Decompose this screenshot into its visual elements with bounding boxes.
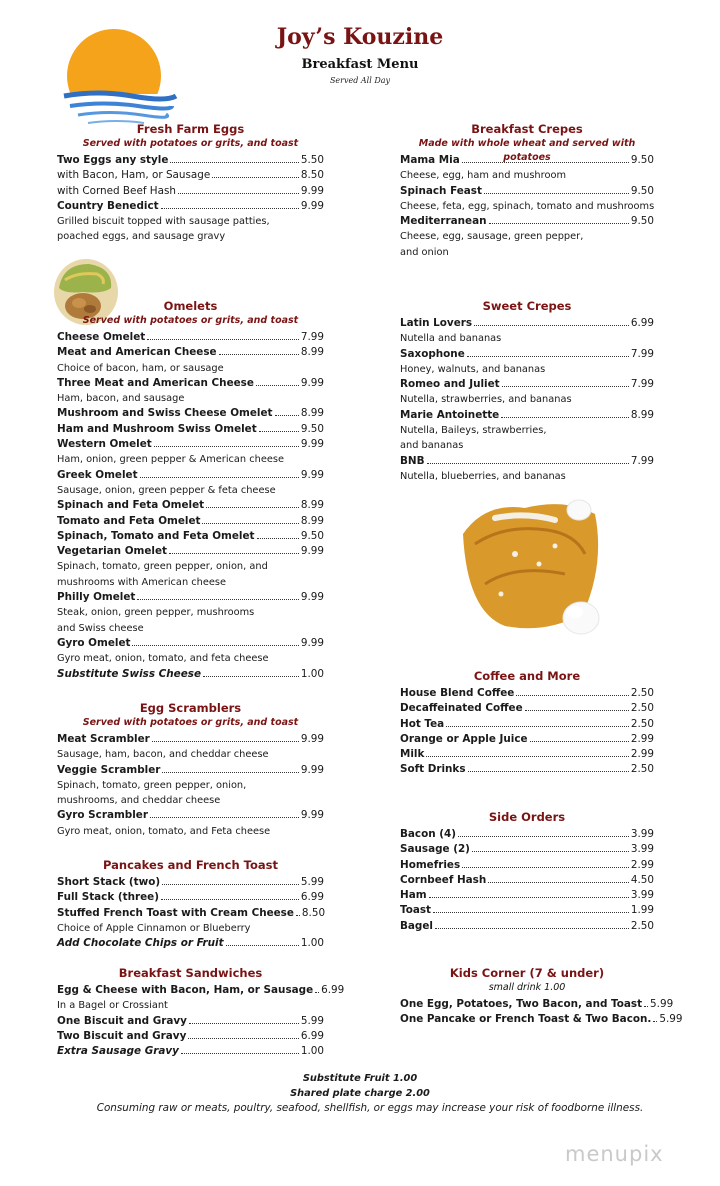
item-price: 9.99 [300,636,324,649]
section-egg-scramblers [57,701,324,839]
dot-leader [474,316,629,326]
item-price: 5.50 [300,154,324,166]
item-price: 5.99 [300,876,324,888]
dot-leader [219,345,299,355]
dot-leader [315,983,319,993]
item-price: 8.99 [300,514,324,527]
dot-leader [161,890,299,900]
section-title: Coffee and More [473,669,581,683]
item-price: 6.99 [300,1029,324,1042]
menu-item [400,717,654,732]
item-name: One Egg, Potatoes, Two Bacon, and Toast [400,998,643,1010]
menu-item [400,377,654,392]
item-price: 9.50 [630,154,654,166]
menu-item [57,906,324,921]
dot-leader [152,732,299,742]
item-price: 9.99 [300,763,324,776]
item-name: Substitute Swiss Cheese [57,667,202,680]
dot-leader [132,636,298,646]
item-description: and Swiss cheese [57,622,144,634]
dot-leader [467,347,629,357]
dot-leader [256,376,299,386]
item-price: 7.99 [630,454,654,467]
menu-item [400,903,654,918]
dot-leader [525,701,629,711]
menu-item [400,184,654,199]
item-description: and bananas [400,440,464,452]
item-name: Spinach and Feta Omelet [57,499,205,512]
section-pancakes [57,858,324,951]
item-description: Cheese, feta, egg, spinach, tomato and mushrooms [400,200,655,212]
item-name: Add Chocolate Chips or Fruit [57,937,224,950]
item-name: Saxophone [400,347,465,360]
item-description: Nutella and bananas [400,333,502,345]
item-name: Hot Tea [400,717,445,730]
menu-item [400,686,654,701]
menu-item [57,529,324,544]
item-price: 4.50 [630,873,654,886]
dot-leader [189,1014,299,1024]
menu-item [57,345,324,360]
menu-item [57,376,324,391]
item-name: Gyro Scrambler [57,809,148,822]
menu-item [57,1044,324,1059]
dot-leader [162,875,299,885]
item-price: 9.99 [300,438,324,451]
item-name: Gyro Omelet [57,636,131,649]
item-name: Meat Scrambler [57,733,150,745]
dot-leader [653,1012,657,1022]
item-description: Sausage, onion, green pepper & feta cheese [57,484,276,496]
section-breakfast-sandwiches [57,966,345,1059]
item-price: 9.99 [300,376,324,389]
item-description: Ham, onion, green pepper & American cheese [57,454,285,466]
menu-item [400,316,654,331]
section-title: Breakfast Crepes [471,122,583,136]
item-description: Sausage, ham, bacon, and cheddar cheese [57,749,269,761]
item-name: Milk [400,748,425,761]
item-description: Steak, onion, green pepper, mushrooms [57,607,255,619]
menu-item [400,997,674,1012]
item-name: Romeo and Juliet [400,378,500,391]
item-description: Gyro meat, onion, tomato, and feta cheese [57,653,269,665]
menu-item [57,732,324,747]
item-description: Gyro meat, onion, tomato, and Feta cheese [57,825,271,837]
dot-leader [296,906,300,916]
footer-shared-plate: Shared plate charge 2.00 [290,1088,430,1099]
item-price: 2.99 [630,858,654,871]
section-title: Pancakes and French Toast [103,858,278,872]
watermark: menupix [565,1142,664,1166]
item-description: poached eggs, and sausage gravy [57,231,226,243]
item-price: 8.99 [300,407,324,420]
item-price: 1.00 [300,1045,324,1058]
section-side-orders [400,810,654,934]
item-price: 9.99 [300,733,324,745]
menu-item [57,636,324,651]
menu-subtitle: Breakfast Menu [301,57,419,72]
menu-item [57,437,324,452]
dot-leader [162,763,298,773]
item-name: Decaffeinated Coffee [400,702,523,715]
footer-substitute-fruit: Substitute Fruit 1.00 [302,1073,418,1084]
item-description: Cheese, egg, ham and mushroom [400,170,566,182]
dot-leader [206,498,299,508]
item-name: One Biscuit and Gravy [57,1014,187,1027]
item-name: Two Eggs any style [57,154,169,166]
section-note: Served with potatoes or grits, and toast [82,717,299,728]
item-name: Mama Mia [400,154,460,166]
item-price: 3.99 [630,828,654,840]
dot-leader [178,184,299,194]
dot-leader [188,1029,299,1039]
section-title: Egg Scramblers [139,701,242,715]
menu-item [400,842,654,857]
item-name: Full Stack (three) [57,891,159,904]
section-kids-corner [400,966,683,1028]
section-title: Side Orders [488,810,566,824]
item-name: Sausage (2) [400,843,470,856]
item-description: Honey, walnuts, and bananas [400,363,546,375]
item-name: Bacon (4) [400,828,456,840]
item-price: 1.99 [630,904,654,917]
menu-item [57,808,324,823]
item-name: Mediterranean [400,215,487,228]
menu-item [400,827,654,842]
dot-leader [501,408,629,418]
item-name: Vegetarian Omelet [57,545,167,558]
item-description: Choice of bacon, ham, or sausage [57,362,224,374]
menu-item [57,875,324,890]
menu-item [57,544,324,559]
item-price: 1.00 [300,937,324,950]
dot-leader [427,454,629,464]
item-description: Nutella, Baileys, strawberries, [400,425,547,437]
menu-item [57,936,324,951]
menu-item [400,888,654,903]
item-price: 9.99 [300,468,324,481]
menu-item [57,667,324,682]
dot-leader [502,377,629,387]
dot-leader [154,437,299,447]
dot-leader [169,544,299,554]
dot-leader [161,199,299,209]
item-description: Spinach, tomato, green pepper, onion, [57,779,247,791]
item-name: Extra Sausage Gravy [57,1045,179,1058]
section-fresh-farm-eggs [57,122,324,245]
item-name: Marie Antoinette [400,408,500,421]
item-description: Spinach, tomato, green pepper, onion, and [57,561,268,573]
item-price: 9.99 [300,809,324,822]
item-name: Latin Lovers [400,317,473,329]
item-price: 2.50 [630,687,654,699]
dot-leader [147,330,299,340]
item-price: 8.50 [301,906,326,919]
menu-item [57,590,324,605]
item-price: 8.99 [300,499,324,512]
item-name: with Corned Beef Hash [57,184,176,197]
item-price: 9.99 [300,184,324,197]
dot-leader [484,184,629,194]
item-name: Egg & Cheese with Bacon, Ham, or Sausage [57,984,314,996]
item-price: 5.99 [300,1014,324,1027]
item-price: 8.50 [300,169,324,182]
item-name: Short Stack (two) [57,876,161,888]
item-price: 9.99 [300,591,324,604]
item-price: 6.99 [630,317,654,329]
menu-item [400,1012,683,1027]
item-name: with Bacon, Ham, or Sausage [57,169,211,182]
menu-item [57,514,324,529]
dot-leader [429,888,629,898]
menu-item [400,214,654,229]
menu-item [57,983,345,998]
menu-item [400,858,654,873]
dot-leader [446,717,629,727]
menu-item [57,422,324,437]
item-price: 7.99 [630,347,654,360]
item-price: 2.50 [630,717,654,730]
dot-leader [488,873,629,883]
menu-item [400,747,654,762]
section-note: Served with potatoes or grits, and toast [82,138,299,149]
item-description: Grilled biscuit topped with sausage patties, [57,216,270,228]
item-price: 2.50 [630,763,654,776]
dot-leader [426,747,628,757]
dot-leader [181,1044,299,1054]
section-coffee [400,669,654,778]
item-price: 5.99 [659,1013,683,1026]
dot-leader [226,936,299,946]
section-title: Breakfast Sandwiches [118,966,263,980]
section-note: Served with potatoes or grits, and toast [82,315,299,326]
dot-leader [259,422,299,432]
item-price: 9.99 [300,199,324,212]
section-title: Omelets [163,299,218,313]
dot-leader [462,858,629,868]
menu-item [400,153,654,168]
item-description: In a Bagel or Crossiant [57,1000,168,1012]
crepe-photo [455,494,605,648]
item-name: Soft Drinks [400,763,466,776]
dot-leader [644,997,648,1007]
menu-item [400,919,654,934]
dot-leader [203,667,299,677]
menu-item [57,1029,324,1044]
item-name: Homefries [400,858,461,871]
section-sweet-crepes [400,299,654,484]
item-price: 3.99 [630,843,654,856]
dot-leader [458,827,629,837]
section-note: small drink 1.00 [488,982,566,993]
item-name: Ham and Mushroom Swiss Omelet [57,422,257,435]
menu-item [57,763,324,778]
item-name: Mushroom and Swiss Cheese Omelet [57,407,273,420]
section-title: Kids Corner (7 & under) [449,966,605,980]
section-note: Made with whole wheat and served with potatoes [418,138,636,163]
item-name: Spinach Feast [400,184,482,197]
item-name: Cheese Omelet [57,331,146,343]
item-price: 8.99 [630,408,654,421]
menu-item [400,873,654,888]
item-price: 9.50 [630,215,654,228]
item-price: 2.99 [630,732,654,745]
menu-item [57,199,324,214]
item-price: 9.99 [300,545,324,558]
item-name: Country Benedict [57,199,159,212]
footer-warning: Consuming raw or meats, poultry, seafood, shellfish, or eggs may increase your risk of foodborne illness. [96,1102,644,1114]
served-note: Served All Day [329,76,391,85]
menu-item [400,408,654,423]
item-description: Nutella, strawberries, and bananas [400,394,572,406]
dot-leader [472,842,629,852]
item-description: Ham, bacon, and sausage [57,393,185,405]
menu-item [57,406,324,421]
item-name: Western Omelet [57,438,152,451]
item-price: 6.99 [300,891,324,904]
restaurant-title: Joy’s Kouzine [276,24,444,50]
item-name: Cornbeef Hash [400,873,487,886]
dot-leader [140,468,299,478]
item-name: Philly Omelet [57,591,136,604]
dot-leader [516,686,629,696]
item-name: Greek Omelet [57,468,138,481]
item-price: 9.50 [300,422,324,435]
item-price: 8.99 [300,346,324,359]
dot-leader [275,406,299,416]
item-name: Orange or Apple Juice [400,732,528,745]
dot-leader [433,903,629,913]
menu-item [57,1014,324,1029]
item-name: House Blend Coffee [400,687,515,699]
menu-item [57,184,324,199]
menu-item [400,762,654,777]
item-price: 7.99 [630,378,654,391]
item-description: and onion [400,246,449,258]
dot-leader [137,590,298,600]
dot-leader [257,529,299,539]
menu-item [57,498,324,513]
item-price: 1.00 [300,667,324,680]
item-price: 2.99 [630,748,654,761]
item-description: Cheese, egg, sausage, green pepper, [400,231,584,243]
item-name: Veggie Scrambler [57,763,161,776]
dot-leader [462,153,629,163]
dot-leader [202,514,298,524]
item-name: One Pancake or French Toast & Two Bacon. [400,1013,652,1026]
menu-item [400,732,654,747]
item-name: Toast [400,904,432,917]
menu-item [57,468,324,483]
menu-item [400,701,654,716]
item-price: 9.50 [630,184,654,197]
item-price: 9.50 [300,529,324,542]
item-description: Choice of Apple Cinnamon or Blueberry [57,922,251,934]
item-name: Stuffed French Toast with Cream Cheese [57,906,294,919]
section-omelets [57,299,324,682]
dot-leader [468,762,629,772]
item-price: 2.50 [630,919,654,932]
item-name: Two Biscuit and Gravy [57,1029,187,1042]
item-description: mushrooms, and cheddar cheese [57,795,221,807]
menu-item [57,890,324,905]
dot-leader [150,808,299,818]
section-breakfast-crepes [400,122,654,260]
item-price: 2.50 [630,702,654,715]
item-description: mushrooms with American cheese [57,576,227,588]
item-name: Ham [400,889,427,902]
menu-item [400,454,654,469]
item-name: Spinach, Tomato and Feta Omelet [57,529,255,542]
section-title: Sweet Crepes [482,299,572,313]
item-name: BNB [400,454,425,467]
dot-leader [489,214,629,224]
menu-item [57,168,324,183]
item-name: Three Meat and American Cheese [57,376,254,389]
menu-item [57,330,324,345]
item-name: Bagel [400,919,433,932]
section-title: Fresh Farm Eggs [136,122,245,136]
item-name: Meat and American Cheese [57,346,217,359]
menu-item [57,153,324,168]
item-price: 3.99 [630,889,654,902]
item-name: Tomato and Feta Omelet [57,514,201,527]
item-price: 7.99 [300,331,324,343]
menu-item [400,347,654,362]
item-description: Nutella, blueberries, and bananas [400,470,566,482]
dot-leader [170,153,298,163]
item-price: 6.99 [321,984,345,996]
item-price: 5.99 [650,998,674,1010]
dot-leader [530,732,629,742]
dot-leader [435,919,629,929]
dot-leader [212,168,299,178]
